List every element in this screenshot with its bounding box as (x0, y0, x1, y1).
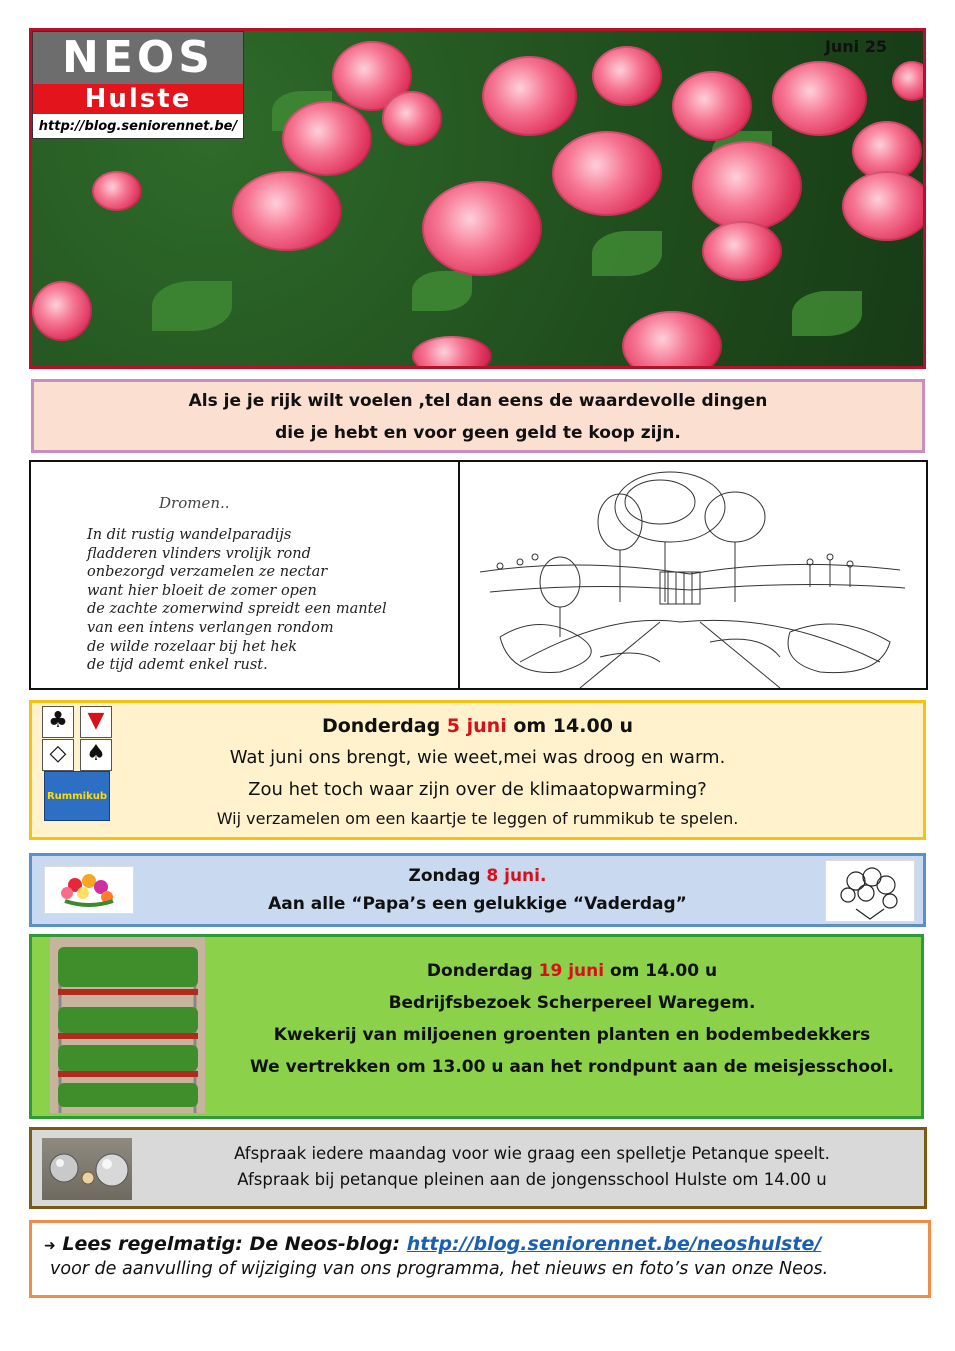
blog-link[interactable]: http://blog.seniorennet.be/neoshulste/ (406, 1233, 822, 1255)
blog-lead-line (44, 1233, 821, 1255)
quote-box (31, 379, 925, 453)
petanque-balls-photo (42, 1138, 132, 1200)
poem-line: onbezorgd verzamelen ze nectar (87, 564, 328, 581)
visit-heading (222, 961, 922, 981)
poem-line: de tijd ademt enkel rust. (87, 657, 268, 674)
visit-day: Donderdag (426, 961, 533, 981)
cards-event-time: om 14.00 u (513, 715, 634, 737)
blog-box (29, 1220, 931, 1298)
visit-time: om 14.00 u (609, 961, 718, 981)
header-banner (29, 28, 926, 369)
cards-event-heading (32, 715, 923, 737)
petanque-line-2: Afspraak bij petanque pleinen aan de jongensschool Hulste om 14.00 u (237, 1170, 827, 1189)
fathers-day-day: Zondag (408, 866, 481, 886)
cards-event-box (29, 700, 926, 840)
garden-sketch-image (460, 462, 926, 688)
blog-lead-text: Lees regelmatig: De Neos-blog: (62, 1233, 401, 1255)
arrow-right-icon: ➜ (44, 1238, 56, 1254)
issue-date: Juni 25 (824, 37, 887, 56)
fathers-day-box (29, 853, 926, 927)
blog-line-2: voor de aanvulling of wijziging van ons programma, het nieuws en foto’s van onze Neos. (50, 1259, 829, 1279)
poem-title: Dromen.. (159, 494, 230, 512)
logo-name: NEOS (33, 32, 243, 84)
fathers-day-date: 8 juni. (486, 866, 547, 886)
fathers-day-message: Aan alle “Papa’s een gelukkige “Vaderdag” (268, 894, 687, 914)
poem-box (29, 460, 459, 690)
visit-line-2: Bedrijfsbezoek Scherpereel Waregem. (388, 993, 756, 1013)
sketch-bouquet-icon (825, 860, 915, 922)
company-visit-box (29, 934, 924, 1119)
club-card-icon: ♣ (42, 706, 74, 738)
plant-rack-photo (50, 937, 205, 1113)
poem-line: fladderen vlinders vrolijk rond (87, 545, 311, 562)
rummikub-label: Rummikub (46, 791, 107, 802)
logo-url[interactable]: http://blog.seniorennet.be/ (38, 119, 238, 134)
visit-date: 19 juni (538, 961, 605, 981)
poem-text (87, 526, 387, 675)
cards-event-date: 5 juni (446, 715, 507, 737)
logo-place: Hulste (33, 84, 243, 114)
poem-line: de zachte zomerwind spreidt een mantel (87, 601, 387, 618)
quote-line-2: die je hebt en voor geen geld te koop zijn. (275, 423, 681, 443)
poem-line: want hier bloeit de zomer open (87, 582, 317, 599)
poem-line: van een intens verlangen rondom (87, 619, 334, 636)
cards-event-line-4: Wij verzamelen om een kaartje te leggen of rummikub te spelen. (216, 809, 739, 828)
cards-event-line-3: Zou het toch waar zijn over de klimaatopwarming? (248, 779, 707, 800)
quote-line-1: Als je je rijk wilt voelen ,tel dan eens de waardevolle dingen (188, 391, 768, 411)
poem-line: In dit rustig wandelparadijs (87, 527, 292, 543)
fathers-day-heading (32, 866, 923, 886)
spade-card-icon: ♠ (80, 739, 112, 771)
cards-event-line-2: Wat juni ons brengt, wie weet,mei was droog en warm. (229, 747, 726, 768)
cards-event-day: Donderdag (321, 715, 441, 737)
neos-logo (32, 31, 244, 139)
visit-line-4: We vertrekken om 13.00 u aan het rondpunt aan de meisjesschool. (250, 1057, 894, 1077)
petanque-box (29, 1127, 927, 1209)
garden-drawing (458, 460, 928, 690)
heart-card-icon: ▼ (80, 706, 112, 738)
visit-line-3: Kwekerij van miljoenen groenten planten en bodembedekkers (273, 1025, 871, 1045)
poem-line: de wilde rozelaar bij het hek (87, 638, 298, 655)
diamond-card-icon: ◇ (42, 739, 74, 771)
petanque-line-1: Afspraak iedere maandag voor wie graag een spelletje Petanque speelt. (234, 1144, 830, 1163)
